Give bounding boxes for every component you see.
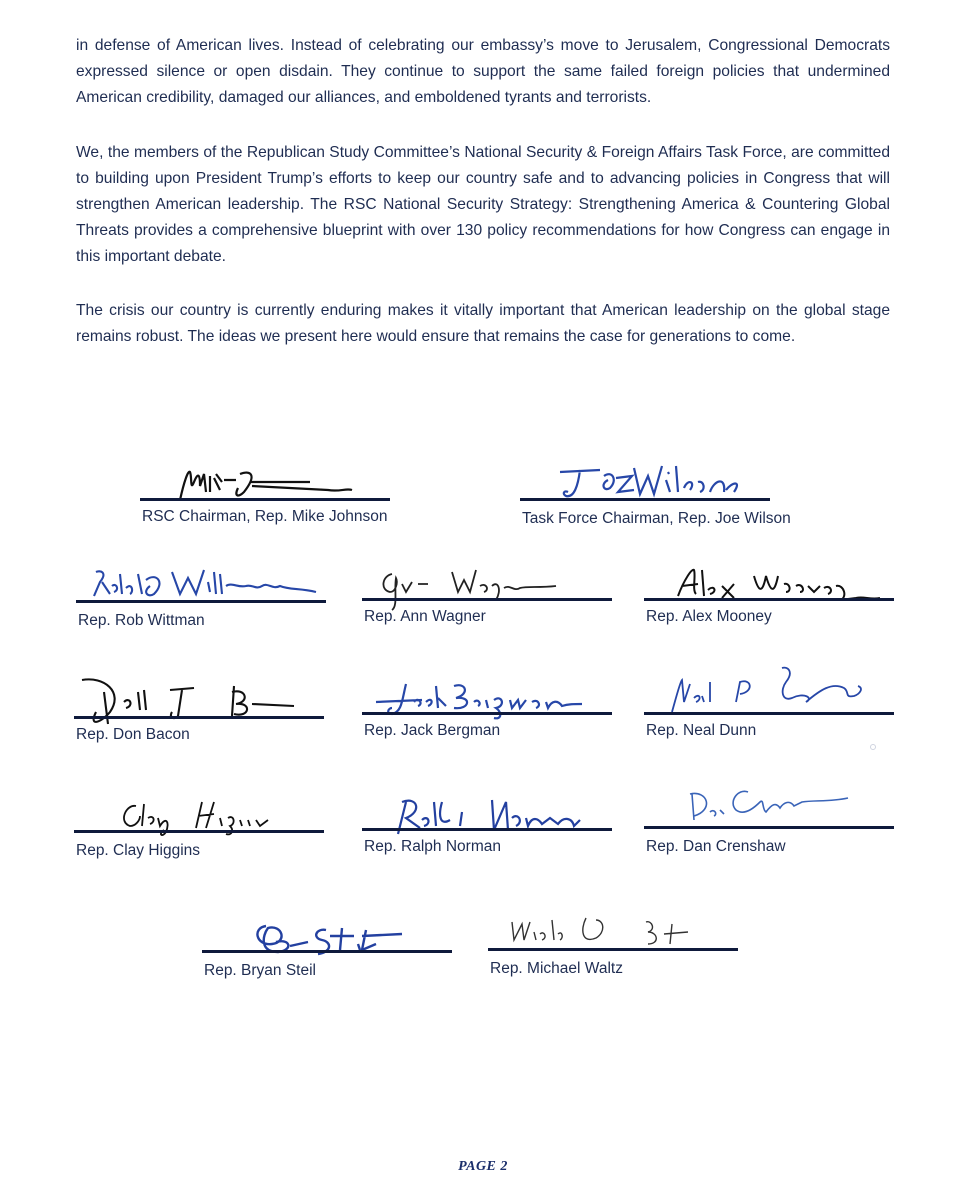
signature-scribble	[644, 560, 904, 610]
signature-ann-wagner	[362, 560, 622, 640]
scan-speck	[870, 744, 876, 750]
signature-label: Rep. Bryan Steil	[204, 962, 316, 979]
signature-scribble	[488, 910, 748, 960]
signature-joe-wilson	[520, 452, 791, 532]
signature-scribble	[520, 452, 780, 512]
page-number: PAGE 2	[458, 1159, 508, 1174]
paragraph-3: The crisis our country is currently enduring makes it vitally important that American leadership on the global stage remains robust. The ideas we present here would ensure that remains the case for generations to come.	[76, 302, 890, 345]
signature-label: Rep. Neal Dunn	[646, 722, 757, 739]
signature-label: Rep. Ann Wagner	[364, 608, 486, 625]
signature-scribble	[74, 792, 334, 842]
signature-label: RSC Chairman, Rep. Mike Johnson	[142, 508, 388, 525]
signature-scribble	[140, 452, 400, 512]
signature-clay-higgins	[74, 792, 334, 872]
signature-mike-johnson	[140, 452, 400, 532]
signature-dan-crenshaw	[644, 780, 904, 870]
signature-label: Rep. Dan Crenshaw	[646, 838, 786, 855]
signature-neal-dunn	[644, 662, 904, 752]
paragraph-2: We, the members of the Republican Study Committee’s National Security & Foreign Affairs Task Force, are committed to building upon President Trump’s efforts to keep our country safe and to advancing policies in Congress that will strengthen American leadership. The RSC National Security Strategy: Strengthening America & Countering Global Threats provides a comprehensive blueprint with over 130 policy recommendations for how Congress can engage in this important debate.	[76, 144, 890, 265]
signature-rob-wittman	[76, 560, 336, 640]
signature-label: Rep. Michael Waltz	[490, 960, 623, 977]
signature-label: Rep. Alex Mooney	[646, 608, 772, 625]
signature-alex-mooney	[644, 560, 904, 640]
paragraph-1: in defense of American lives. Instead of celebrating our embassy’s move to Jerusalem, Congressional Democrats expressed silence or open disdain. They continue to support the same failed foreign policies that undermined American credibility, damaged our alliances, and emboldened tyrants and terrorists.	[76, 37, 890, 106]
signature-scribble	[74, 672, 334, 732]
signature-scribble	[362, 560, 622, 610]
signature-bryan-steil	[202, 916, 462, 996]
signature-label: Rep. Jack Bergman	[364, 722, 501, 739]
signature-scribble	[202, 916, 462, 966]
signature-label: Rep. Ralph Norman	[364, 838, 501, 855]
signature-label: Rep. Don Bacon	[76, 726, 190, 743]
signature-ralph-norman	[362, 792, 622, 872]
signature-label: Rep. Rob Wittman	[78, 612, 205, 629]
signature-scribble	[362, 792, 622, 842]
signature-jack-bergman	[362, 672, 622, 752]
signature-scribble	[644, 780, 904, 840]
signature-don-bacon	[74, 672, 334, 752]
signature-label: Task Force Chairman, Rep. Joe Wilson	[522, 510, 791, 527]
signature-michael-waltz	[488, 910, 748, 990]
signature-label: Rep. Clay Higgins	[76, 842, 201, 859]
